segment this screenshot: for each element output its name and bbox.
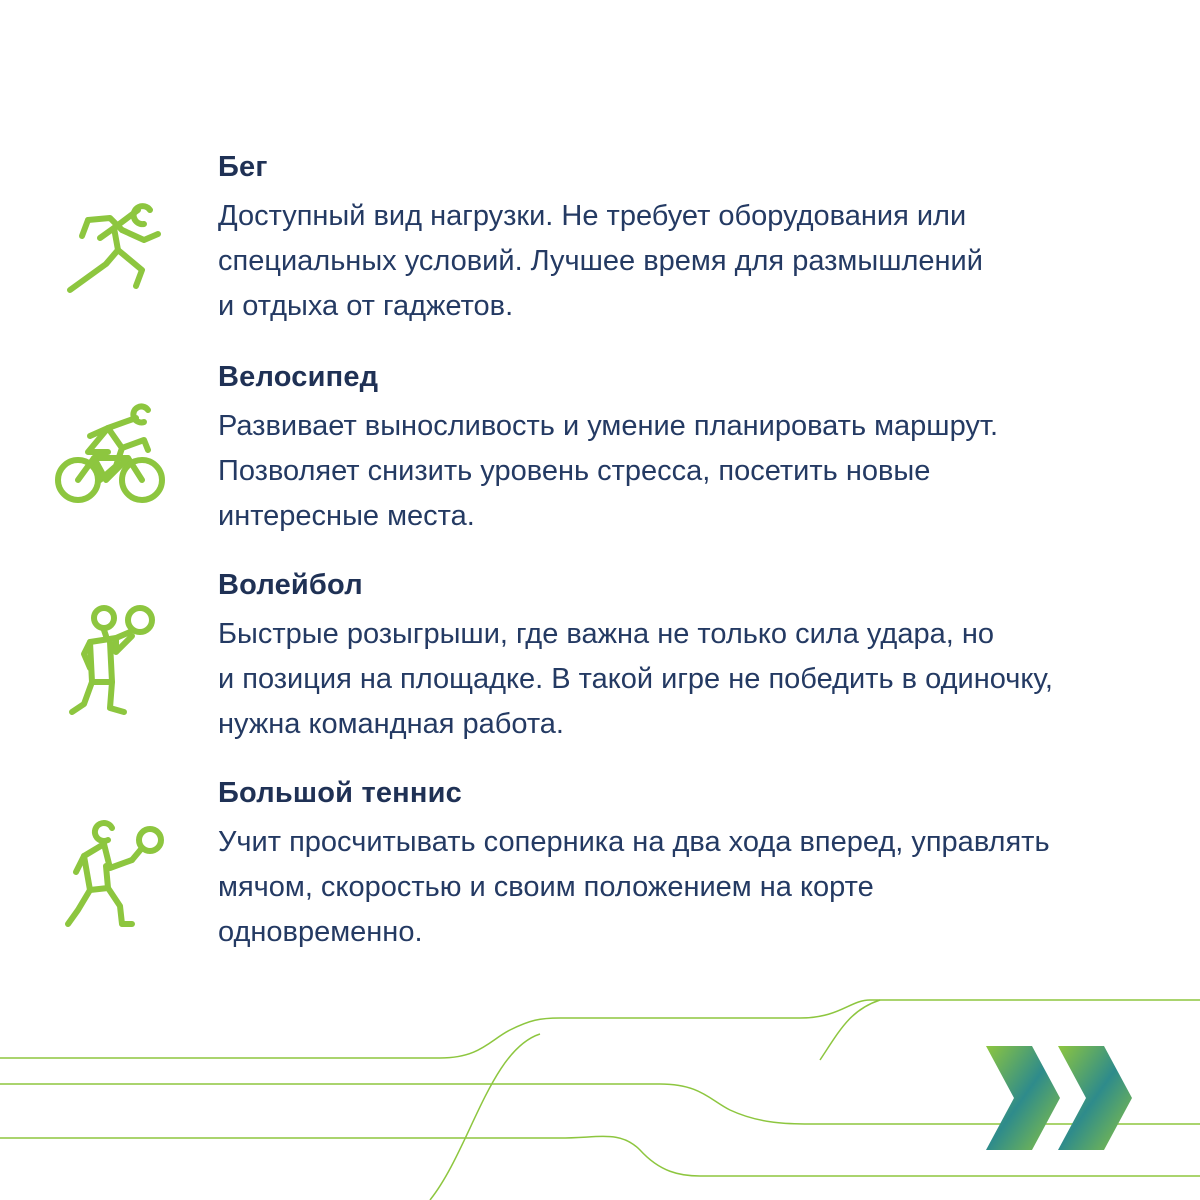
description-line: Развивает выносливость и умение планировать маршрут.: [218, 410, 998, 442]
description-line: Доступный вид нагрузки. Не требует оборудования или: [218, 200, 967, 232]
description-line: Позволяет снизить уровень стресса, посетить новые: [218, 455, 931, 487]
description-line: специальных условий. Лучшее время для размышлений: [218, 245, 983, 277]
tennis-player-icon: [48, 810, 172, 934]
sport-description: [218, 612, 1178, 747]
sport-item-text: [218, 568, 1178, 747]
sport-description: [218, 404, 1178, 539]
description-line: и позиция на площадке. В такой игре не победить в одиночку,: [218, 663, 1053, 695]
running-person-icon: [48, 180, 172, 304]
sport-title: Велосипед: [218, 361, 379, 393]
description-line: Учит просчитывать соперника на два хода вперед, управлять: [218, 826, 1050, 858]
sport-title: Волейбол: [218, 569, 363, 601]
description-line: и отдыха от гаджетов.: [218, 290, 514, 322]
description-line: мячом, скоростью и своим положением на корте: [218, 871, 874, 903]
sport-description: [218, 194, 1178, 329]
sport-item-text: [218, 776, 1178, 955]
description-line: интересные места.: [218, 500, 475, 532]
sport-description: [218, 820, 1178, 955]
cyclist-icon: [48, 388, 172, 512]
sport-item-text: [218, 150, 1178, 329]
description-line: Быстрые розыгрыши, где важна не только сила удара, но: [218, 618, 994, 650]
sport-title: Бег: [218, 151, 268, 183]
description-line: нужна командная работа.: [218, 708, 564, 740]
double-chevron-logo-icon: [980, 1040, 1140, 1156]
description-line: одновременно.: [218, 916, 423, 948]
sport-item-text: [218, 360, 1178, 539]
volleyball-player-icon: [48, 596, 172, 720]
sport-title: Большой теннис: [218, 777, 462, 809]
